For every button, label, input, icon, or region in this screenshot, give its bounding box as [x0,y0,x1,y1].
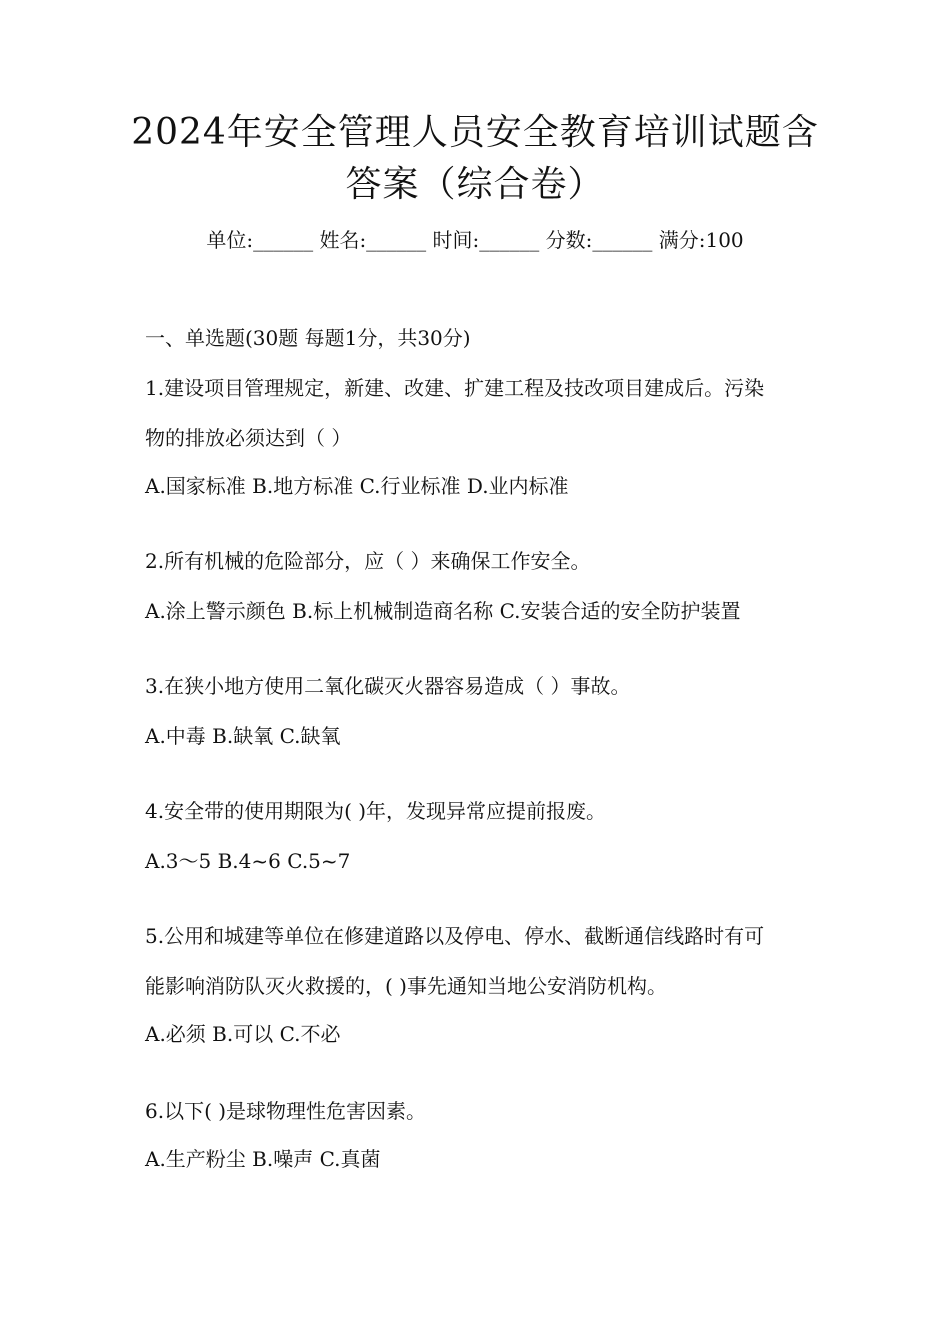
question-5-line-2: 能影响消防队灭火救援的，( )事先通知当地公安消防机构。 [145,974,667,998]
question-4-options: A.3～5 B.4~6 C.5~7 [145,849,351,873]
question-2-line-1: 2.所有机械的危险部分，应（ ）来确保工作安全。 [145,549,591,573]
question-6-line-1: 6.以下( )是球物理性危害因素。 [145,1099,427,1123]
question-3-options: A.中毒 B.缺氧 C.缺氧 [145,724,341,748]
question-1-line-2: 物的排放必须达到（ ） [145,426,352,450]
title-line-1: 2024年安全管理人员安全教育培训试题含 [131,112,819,153]
question-5-options: A.必须 B.可以 C.不必 [145,1022,341,1046]
question-3-line-1: 3.在狭小地方使用二氧化碳灭火器容易造成（ ）事故。 [145,674,631,698]
info-line: 单位:______ 姓名:______ 时间:______ 分数:______ 满分:100 [206,228,744,252]
section-heading: 一、单选题(30题 每题1分，共30分) [145,326,471,350]
question-2-options: A.涂上警示颜色 B.标上机械制造商名称 C.安装合适的安全防护装置 [145,599,741,623]
question-4-line-1: 4.安全带的使用期限为( )年，发现异常应提前报废。 [145,799,607,823]
question-5-line-1: 5.公用和城建等单位在修建道路以及停电、停水、截断通信线路时有可 [145,924,765,948]
question-6-options: A.生产粉尘 B.噪声 C.真菌 [145,1147,381,1171]
question-1-line-1: 1.建设项目管理规定，新建、改建、扩建工程及技改项目建成后。污染 [145,376,765,400]
title-line-2: 答案（综合卷） [345,164,605,205]
question-1-options: A.国家标准 B.地方标准 C.行业标准 D.业内标准 [145,474,569,498]
